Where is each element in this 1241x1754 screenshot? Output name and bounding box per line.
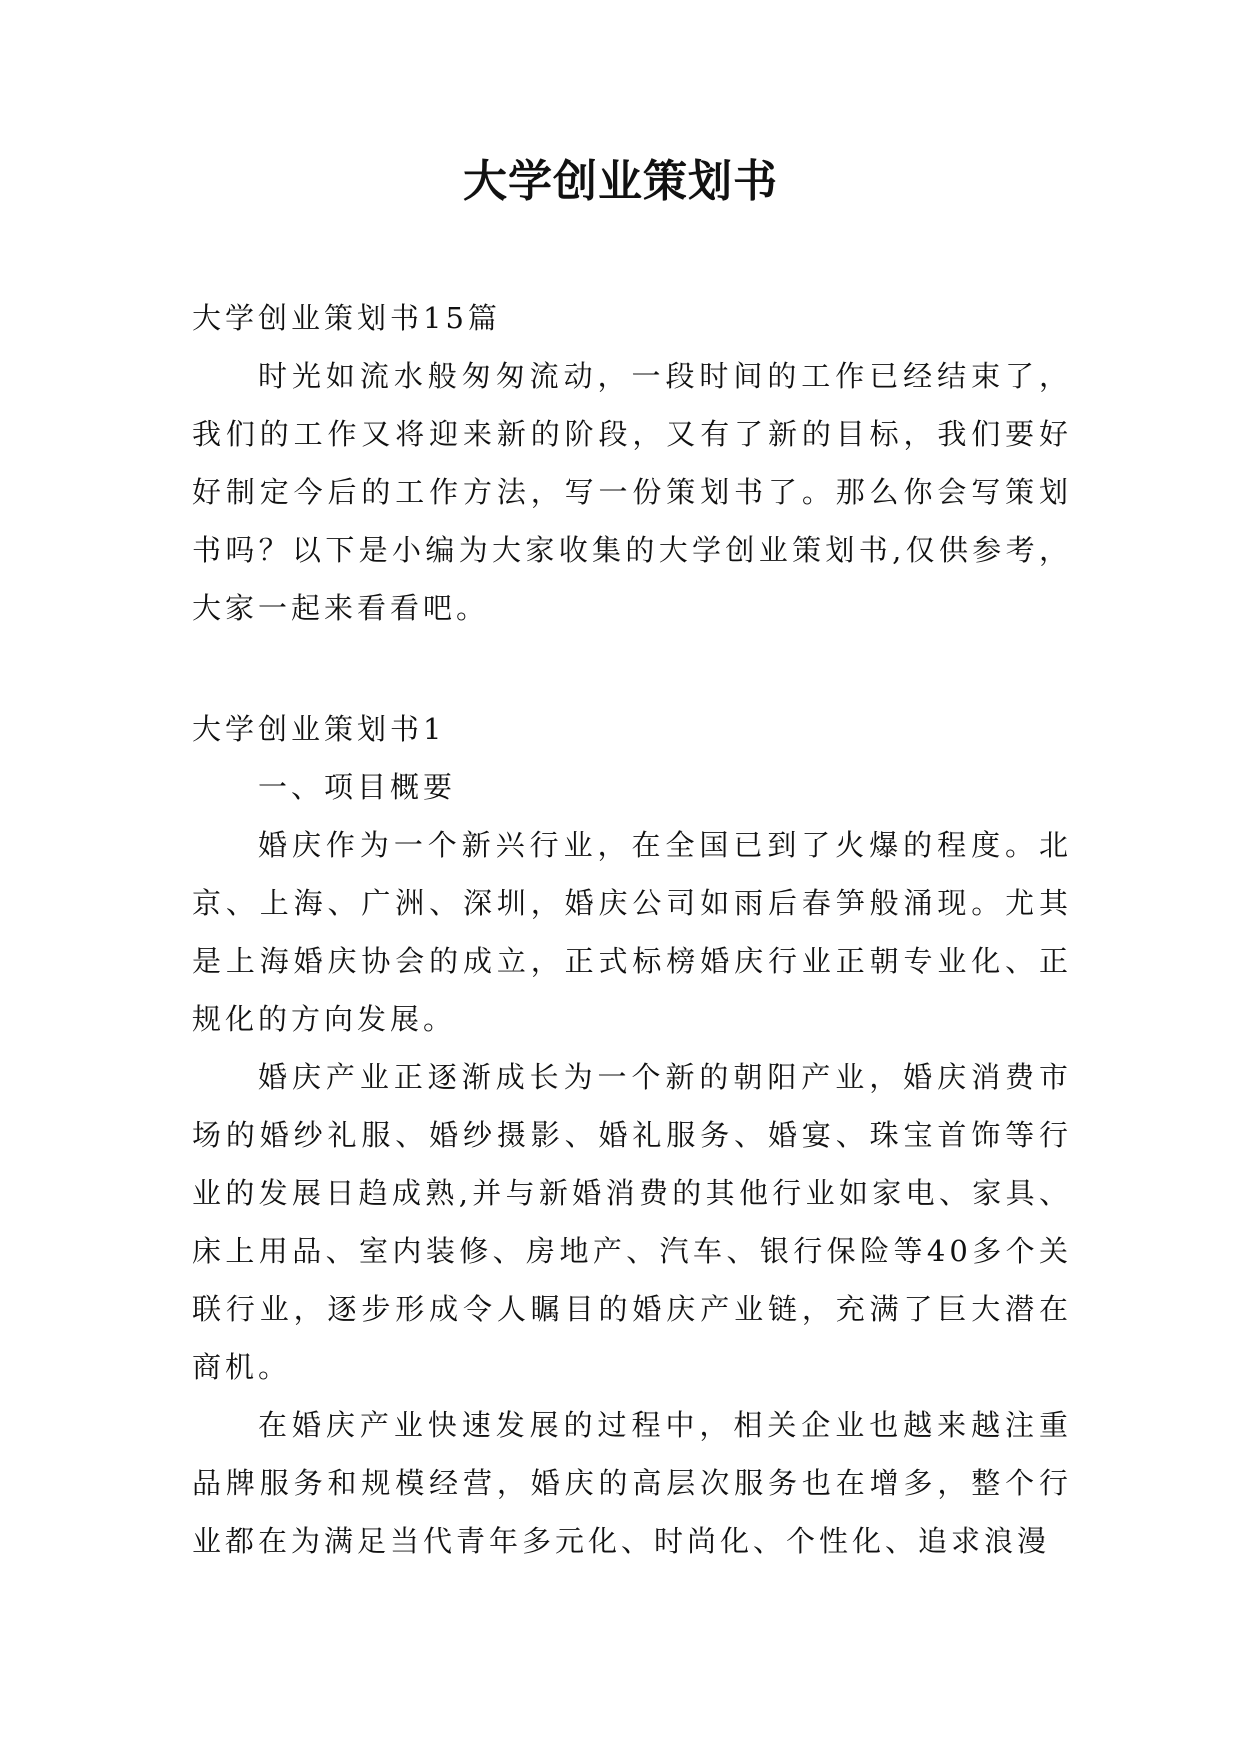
section-1 (192, 700, 1072, 1570)
intro-paragraph: 时光如流水般匆匆流动，一段时间的工作已经结束了，我们的工作又将迎来新的阶段，又有了新的目标，我们要好好制定今后的工作方法，写一份策划书了。那么你会写策划书吗？以下是小编为大家收集的大学创业策划书,仅供参考，大家一起来看看吧。 (192, 359, 1072, 625)
document-subtitle: 大学创业策划书15篇 (192, 301, 501, 335)
intro-block (192, 289, 1072, 637)
body-paragraph: 婚庆作为一个新兴行业，在全国已到了火爆的程度。北京、上海、广洲、深圳，婚庆公司如雨后春笋般涌现。尤其是上海婚庆协会的成立，正式标榜婚庆行业正朝专业化、正规化的方向发展。 (192, 828, 1072, 1036)
section-heading: 大学创业策划书1 (192, 712, 446, 746)
document-title: 大学创业策划书 (463, 156, 778, 207)
section-subheading: 一、项目概要 (258, 770, 457, 804)
body-paragraph: 在婚庆产业快速发展的过程中，相关企业也越来越注重品牌服务和规模经营，婚庆的高层次服务也在增多，整个行业都在为满足当代青年多元化、时尚化、个性化、追求浪漫 (192, 1408, 1072, 1558)
body-paragraph: 婚庆产业正逐渐成长为一个新的朝阳产业，婚庆消费市场的婚纱礼服、婚纱摄影、婚礼服务、婚宴、珠宝首饰等行业的发展日趋成熟,并与新婚消费的其他行业如家电、家具、床上用品、室内装修、房地产、汽车、银行保险等40多个关联行业，逐步形成令人瞩目的婚庆产业链，充满了巨大潜在商机。 (192, 1060, 1072, 1384)
